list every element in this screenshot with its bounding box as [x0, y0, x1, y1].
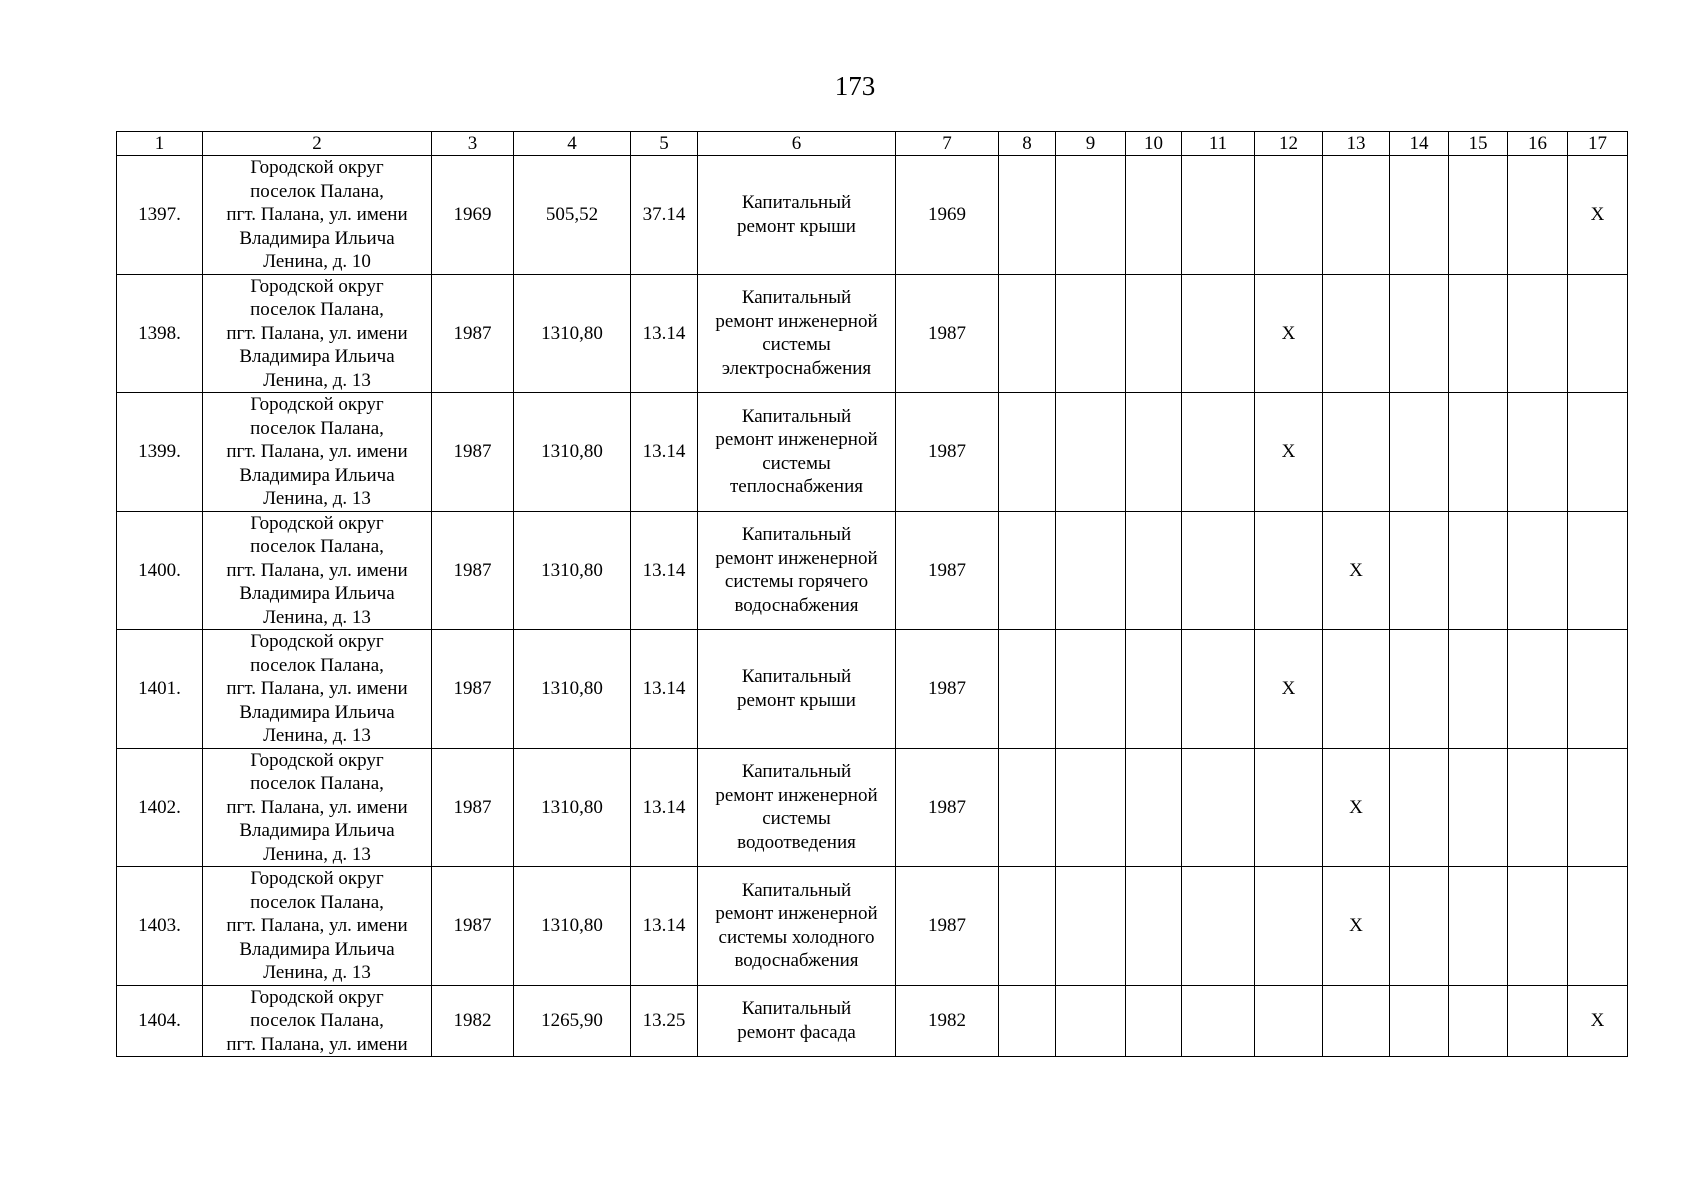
mark-cell [1449, 156, 1508, 275]
mark-cell [1568, 393, 1628, 512]
row-number: 1399. [117, 393, 203, 512]
row-number: 1400. [117, 511, 203, 630]
work-text: Капитальный ремонт инженерной системы водоотведения [715, 761, 878, 853]
mark-cell [1323, 274, 1390, 393]
rate: 13.14 [631, 748, 698, 867]
address-cell [203, 985, 432, 1056]
mark-cell: X [1255, 274, 1323, 393]
mark-cell [1508, 393, 1568, 512]
mark-cell [1056, 274, 1126, 393]
mark-cell [999, 867, 1056, 986]
mark-cell: X [1568, 156, 1628, 275]
mark-cell [1568, 511, 1628, 630]
work-text: Капитальный ремонт инженерной системы горячего водоснабжения [715, 524, 878, 616]
mark-cell [1449, 511, 1508, 630]
mark-cell [1508, 156, 1568, 275]
work-text: Капитальный ремонт инженерной системы холодного водоснабжения [715, 879, 878, 972]
mark-cell [1255, 511, 1323, 630]
mark-cell [1126, 274, 1182, 393]
table-row [117, 985, 1628, 1056]
work-text: Капитальный ремонт фасада [737, 998, 856, 1043]
rate: 13.14 [631, 867, 698, 986]
area: 1310,80 [514, 630, 631, 749]
repair-year: 1987 [896, 511, 999, 630]
mark-cell: X [1568, 985, 1628, 1056]
header-cell: 3 [432, 132, 514, 156]
rate: 13.14 [631, 630, 698, 749]
repair-year: 1987 [896, 274, 999, 393]
mark-cell [1390, 985, 1449, 1056]
mark-cell [1449, 867, 1508, 986]
repair-year: 1982 [896, 985, 999, 1056]
mark-cell [1182, 630, 1255, 749]
mark-cell [1449, 748, 1508, 867]
work-cell [698, 867, 896, 986]
mark-cell [1126, 156, 1182, 275]
mark-cell [1508, 748, 1568, 867]
work-text: Капитальный ремонт инженерной системы электроснабжения [715, 287, 878, 379]
table-row [117, 393, 1628, 512]
repair-year: 1987 [896, 867, 999, 986]
area: 1310,80 [514, 748, 631, 867]
mark-cell [1056, 630, 1126, 749]
mark-cell [1449, 393, 1508, 512]
work-cell [698, 748, 896, 867]
header-cell: 10 [1126, 132, 1182, 156]
header-cell: 7 [896, 132, 999, 156]
mark-cell: X [1255, 393, 1323, 512]
mark-cell [1182, 867, 1255, 986]
table-row [117, 511, 1628, 630]
mark-cell [1126, 748, 1182, 867]
rate: 13.14 [631, 274, 698, 393]
mark-cell [1390, 511, 1449, 630]
build-year: 1987 [432, 511, 514, 630]
capital-repair-table [116, 131, 1628, 1057]
row-number: 1398. [117, 274, 203, 393]
work-cell [698, 274, 896, 393]
rate: 37.14 [631, 156, 698, 275]
mark-cell [999, 985, 1056, 1056]
header-cell: 17 [1568, 132, 1628, 156]
mark-cell [1126, 867, 1182, 986]
mark-cell [999, 511, 1056, 630]
header-cell: 2 [203, 132, 432, 156]
mark-cell [1126, 985, 1182, 1056]
mark-cell [999, 748, 1056, 867]
mark-cell [1126, 630, 1182, 749]
mark-cell [1508, 274, 1568, 393]
work-cell [698, 630, 896, 749]
work-text: Капитальный ремонт крыши [737, 666, 856, 711]
work-cell [698, 393, 896, 512]
mark-cell [1056, 985, 1126, 1056]
mark-cell: X [1323, 867, 1390, 986]
address-cell [203, 274, 432, 393]
area: 1265,90 [514, 985, 631, 1056]
build-year: 1987 [432, 867, 514, 986]
address-cell [203, 511, 432, 630]
work-cell [698, 156, 896, 275]
mark-cell [1323, 393, 1390, 512]
mark-cell [1056, 748, 1126, 867]
page-number: 173 [834, 71, 876, 101]
address-cell [203, 867, 432, 986]
mark-cell [1056, 156, 1126, 275]
build-year: 1987 [432, 393, 514, 512]
address-text: Городской округ поселок Палана, пгт. Палана, ул. имени Владимира Ильича Ленина, д. 10 [226, 157, 408, 272]
mark-cell [1056, 511, 1126, 630]
header-cell: 4 [514, 132, 631, 156]
mark-cell [1568, 867, 1628, 986]
mark-cell [1568, 748, 1628, 867]
work-text: Капитальный ремонт крыши [737, 192, 856, 237]
header-cell: 5 [631, 132, 698, 156]
row-number: 1401. [117, 630, 203, 749]
mark-cell [1255, 985, 1323, 1056]
mark-cell [999, 274, 1056, 393]
rate: 13.14 [631, 393, 698, 512]
mark-cell [999, 630, 1056, 749]
address-cell [203, 156, 432, 275]
build-year: 1987 [432, 748, 514, 867]
table-row [117, 630, 1628, 749]
mark-cell [1390, 156, 1449, 275]
address-cell [203, 630, 432, 749]
header-cell: 16 [1508, 132, 1568, 156]
address-text: Городской округ поселок Палана, пгт. Палана, ул. имени [226, 986, 408, 1055]
header-cell: 14 [1390, 132, 1449, 156]
address-cell [203, 748, 432, 867]
area: 1310,80 [514, 393, 631, 512]
mark-cell [1390, 393, 1449, 512]
mark-cell [1126, 511, 1182, 630]
area: 1310,80 [514, 867, 631, 986]
mark-cell [1323, 630, 1390, 749]
header-cell: 11 [1182, 132, 1255, 156]
mark-cell [1390, 274, 1449, 393]
work-cell [698, 511, 896, 630]
header-cell: 8 [999, 132, 1056, 156]
header-cell: 9 [1056, 132, 1126, 156]
work-cell [698, 985, 896, 1056]
row-number: 1403. [117, 867, 203, 986]
mark-cell [1449, 274, 1508, 393]
mark-cell: X [1255, 630, 1323, 749]
mark-cell [1449, 630, 1508, 749]
build-year: 1987 [432, 630, 514, 749]
table-row [117, 156, 1628, 275]
header-cell: 13 [1323, 132, 1390, 156]
repair-year: 1987 [896, 393, 999, 512]
address-text: Городской округ поселок Палана, пгт. Палана, ул. имени Владимира Ильича Ленина, д. 13 [226, 631, 408, 746]
mark-cell [1323, 156, 1390, 275]
mark-cell [1182, 156, 1255, 275]
mark-cell [1255, 748, 1323, 867]
mark-cell [1508, 630, 1568, 749]
mark-cell [1390, 748, 1449, 867]
header-row [117, 132, 1628, 156]
header-cell: 1 [117, 132, 203, 156]
mark-cell [1056, 867, 1126, 986]
mark-cell: X [1323, 511, 1390, 630]
mark-cell [1508, 867, 1568, 986]
mark-cell [1182, 748, 1255, 867]
work-text: Капитальный ремонт инженерной системы теплоснабжения [715, 405, 878, 498]
area: 505,52 [514, 156, 631, 275]
mark-cell: X [1323, 748, 1390, 867]
header-cell: 6 [698, 132, 896, 156]
address-text: Городской округ поселок Палана, пгт. Палана, ул. имени Владимира Ильича Ленина, д. 13 [226, 868, 408, 983]
mark-cell [1323, 985, 1390, 1056]
header-cell: 15 [1449, 132, 1508, 156]
mark-cell [1182, 985, 1255, 1056]
address-text: Городской округ поселок Палана, пгт. Палана, ул. имени Владимира Ильича Ленина, д. 13 [226, 275, 408, 391]
mark-cell [999, 156, 1056, 275]
repair-year: 1987 [896, 630, 999, 749]
rate: 13.25 [631, 985, 698, 1056]
mark-cell [1056, 393, 1126, 512]
table-row [117, 748, 1628, 867]
table-row [117, 274, 1628, 393]
table-row [117, 867, 1628, 986]
mark-cell [1126, 393, 1182, 512]
build-year: 1987 [432, 274, 514, 393]
area: 1310,80 [514, 274, 631, 393]
address-cell [203, 393, 432, 512]
address-text: Городской округ поселок Палана, пгт. Палана, ул. имени Владимира Ильича Ленина, д. 13 [226, 394, 408, 509]
area: 1310,80 [514, 511, 631, 630]
mark-cell [1255, 867, 1323, 986]
mark-cell [1182, 393, 1255, 512]
header-cell: 12 [1255, 132, 1323, 156]
row-number: 1402. [117, 748, 203, 867]
row-number: 1397. [117, 156, 203, 275]
mark-cell [999, 393, 1056, 512]
mark-cell [1255, 156, 1323, 275]
build-year: 1982 [432, 985, 514, 1056]
mark-cell [1508, 511, 1568, 630]
mark-cell [1508, 985, 1568, 1056]
mark-cell [1390, 630, 1449, 749]
repair-year: 1987 [896, 748, 999, 867]
mark-cell [1568, 274, 1628, 393]
rate: 13.14 [631, 511, 698, 630]
mark-cell [1390, 867, 1449, 986]
mark-cell [1449, 985, 1508, 1056]
repair-year: 1969 [896, 156, 999, 275]
mark-cell [1568, 630, 1628, 749]
row-number: 1404. [117, 985, 203, 1056]
address-text: Городской округ поселок Палана, пгт. Палана, ул. имени Владимира Ильича Ленина, д. 13 [226, 749, 408, 865]
address-text: Городской округ поселок Палана, пгт. Палана, ул. имени Владимира Ильича Ленина, д. 13 [226, 512, 408, 628]
build-year: 1969 [432, 156, 514, 275]
mark-cell [1182, 511, 1255, 630]
mark-cell [1182, 274, 1255, 393]
